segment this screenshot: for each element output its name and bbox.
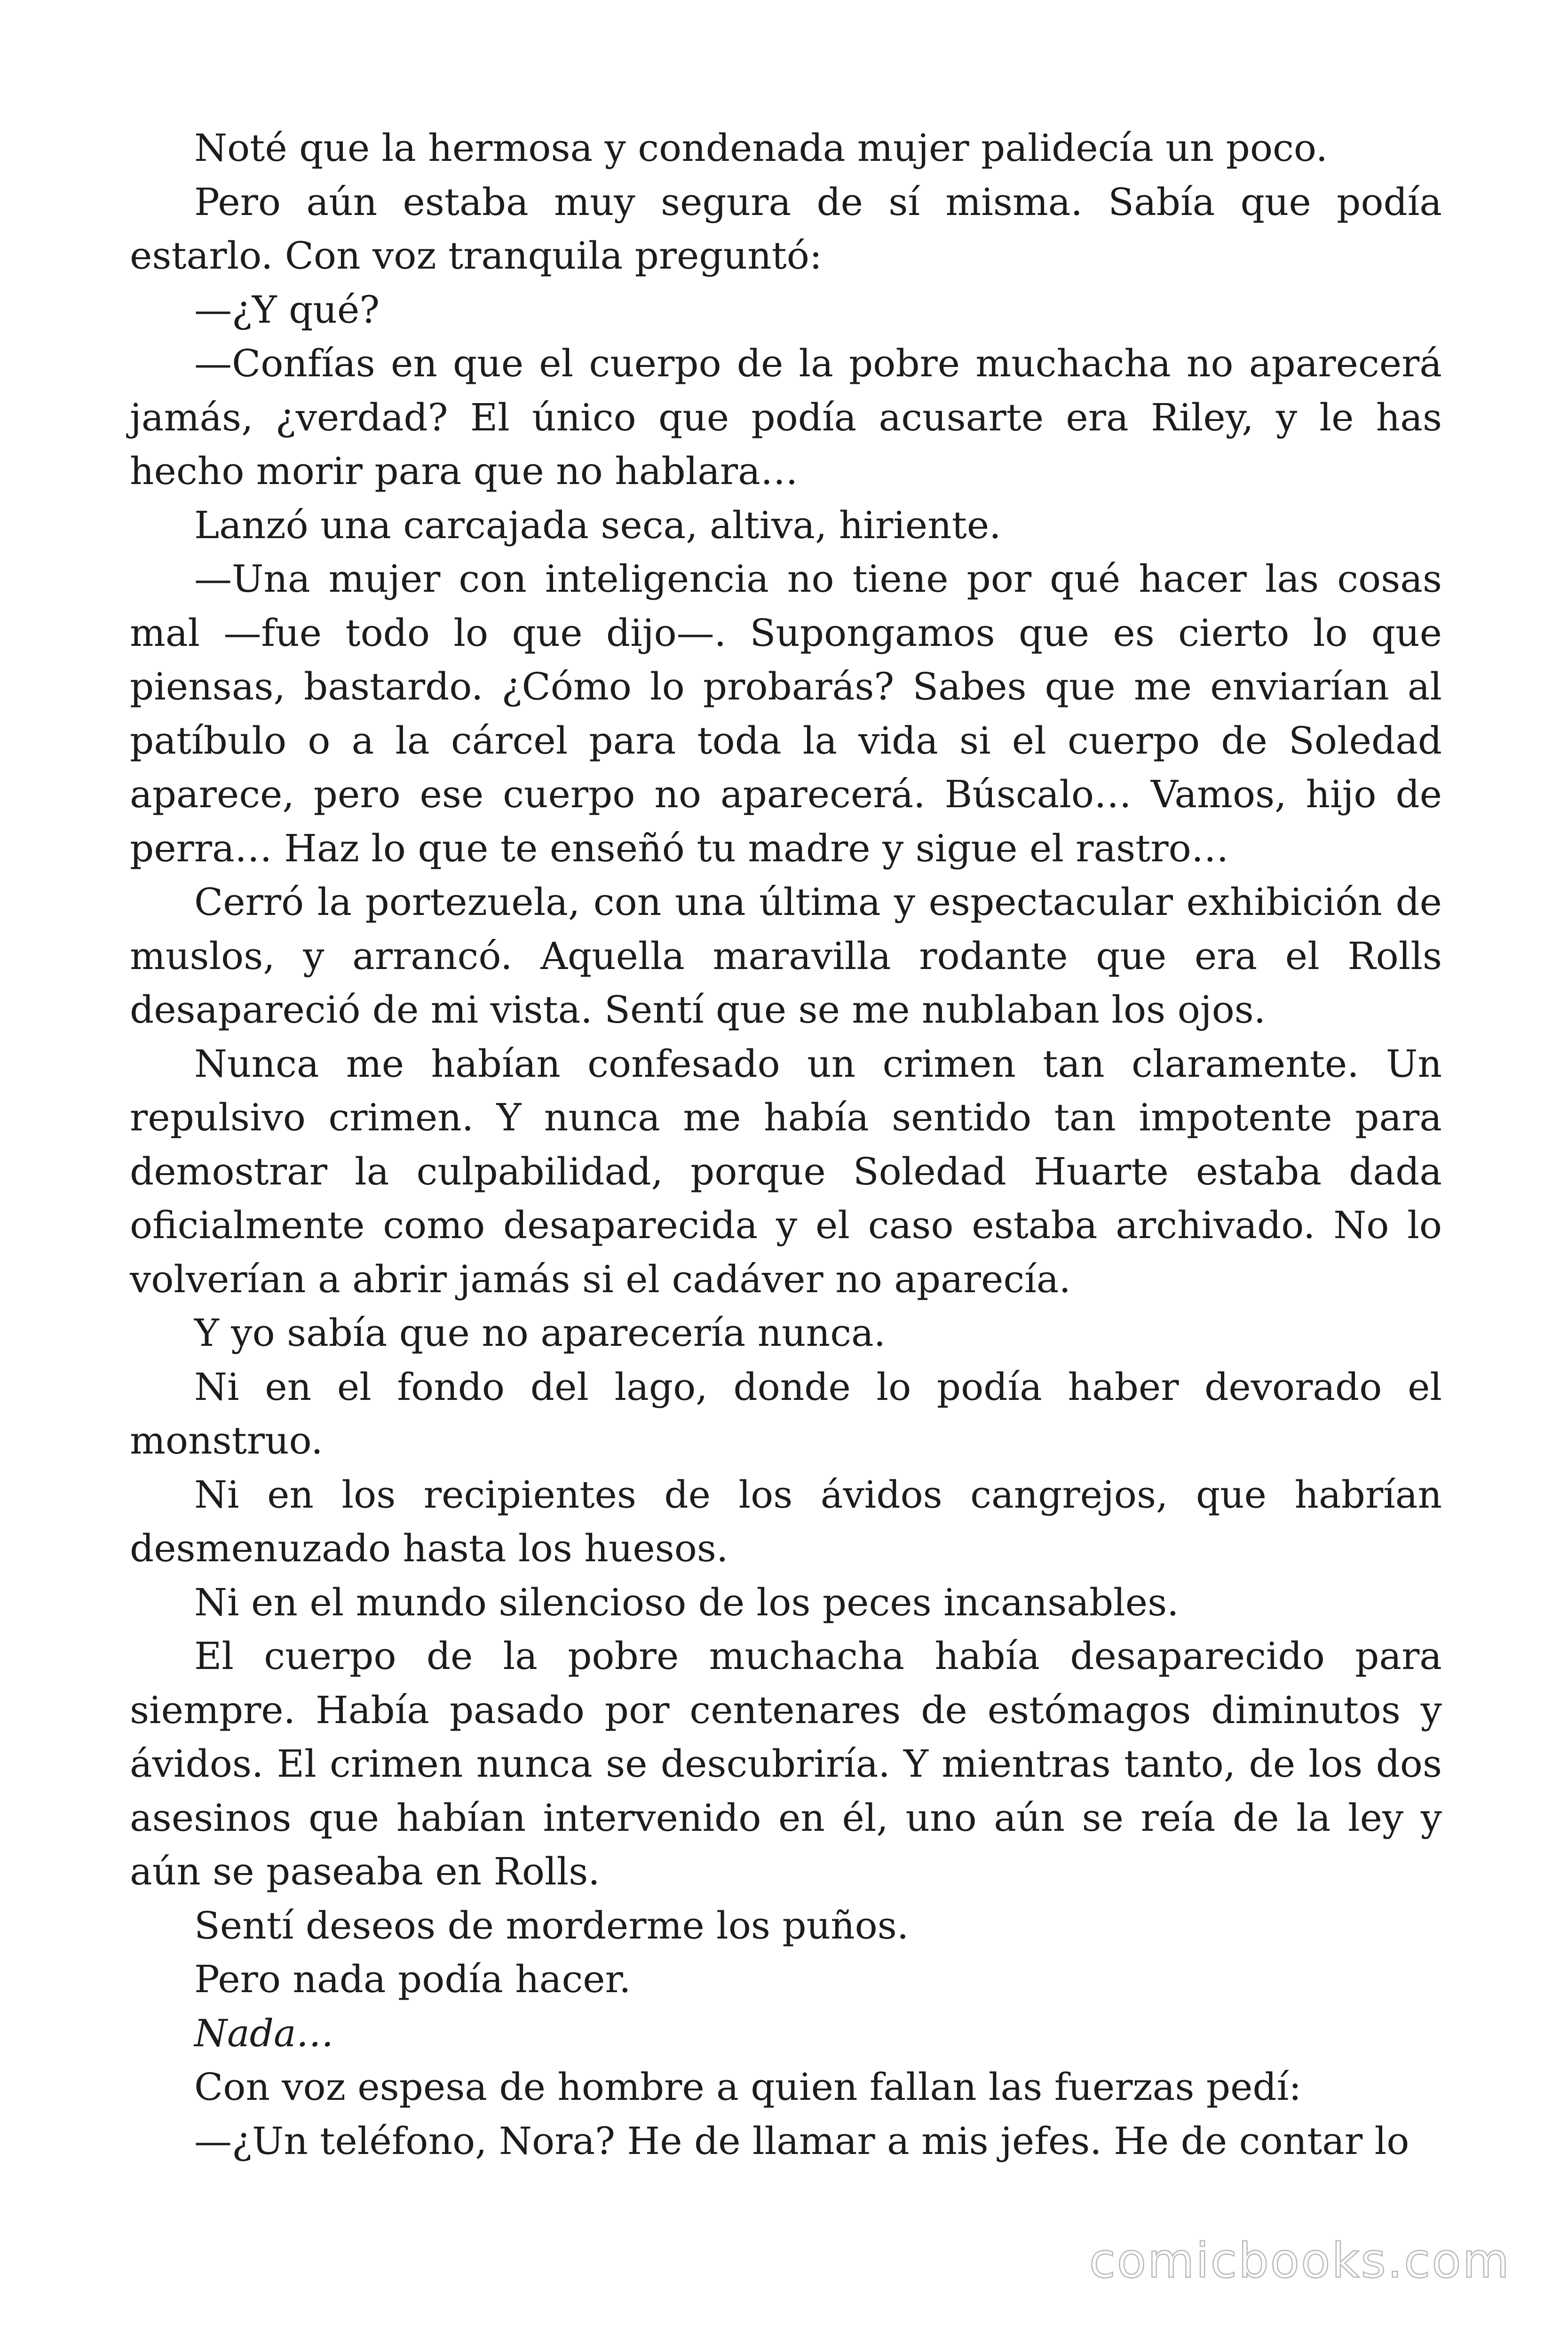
- paragraph-italic: [130, 2007, 1442, 2061]
- paragraph: Pero nada podía hacer.: [194, 1957, 631, 2001]
- paragraph: Ni en el mundo silencioso de los peces incansables.: [194, 1580, 1179, 1624]
- paragraph: Ni en el fondo del lago, donde lo podía haber devorado el monstruo.: [130, 1365, 1442, 1462]
- paragraph: Nunca me habían confesado un crimen tan claramente. Un repulsivo crimen. Y nunca me había sentido tan impotente para demostrar la culpabilidad, porque Soledad Huarte estaba dada oficialmente como desaparecida y el caso estaba archivado. No lo volverían a abrir jamás si el cadáver no aparecía.: [130, 1041, 1442, 1301]
- paragraph: Noté que la hermosa y condenada mujer palidecía un poco.: [194, 126, 1328, 170]
- paragraph: —¿Un teléfono, Nora? He de llamar a mis jefes. He de contar lo: [194, 2119, 1410, 2163]
- watermark: comicbooks.com: [1089, 2233, 1511, 2289]
- paragraph: Con voz espesa de hombre a quien fallan las fuerzas pedí:: [194, 2065, 1302, 2109]
- paragraph: —¿Y qué?: [194, 287, 380, 332]
- paragraph: Ni en los recipientes de los ávidos cangrejos, que habrían desmenuzado hasta los huesos.: [130, 1472, 1442, 1570]
- paragraph: Y yo sabía que no aparecería nunca.: [194, 1311, 886, 1355]
- paragraph: —Una mujer con inteligencia no tiene por qué hacer las cosas mal —fue todo lo que dijo—. Supongamos que es cierto lo que piensas, bastardo. ¿Cómo lo probarás? Sabes que me enviarían al patíbulo o a la cárcel para toda la vida si el cuerpo de Soledad aparece, pero ese cuerpo no aparecerá. Búscalo… Vamos, hijo de perra… Haz lo que te enseñó tu madre y sigue el rastro…: [130, 557, 1442, 870]
- italic-text: Nada…: [194, 2011, 334, 2055]
- book-page-text: [130, 121, 1442, 2168]
- paragraph: Cerró la portezuela, con una última y espectacular exhibición de muslos, y arrancó. Aquella maravilla rodante que era el Rolls desapareció de mi vista. Sentí que se me nublaban los ojos.: [130, 880, 1442, 1032]
- paragraph: Lanzó una carcajada seca, altiva, hiriente.: [194, 503, 1001, 547]
- paragraph: Pero aún estaba muy segura de sí misma. Sabía que podía estarlo. Con voz tranquila preguntó:: [130, 180, 1442, 278]
- paragraph: El cuerpo de la pobre muchacha había desaparecido para siempre. Había pasado por centenares de estómagos diminutos y ávidos. El crimen nunca se descubriría. Y mientras tanto, de los dos asesinos que habían intervenido en él, uno aún se reía de la ley y aún se paseaba en Rolls.: [130, 1634, 1442, 1893]
- paragraph: Sentí deseos de morderme los puños.: [194, 1903, 909, 1947]
- paragraph: —Confías en que el cuerpo de la pobre muchacha no aparecerá jamás, ¿verdad? El único que podía acusarte era Riley, y le has hecho morir para que no hablara…: [130, 342, 1442, 493]
